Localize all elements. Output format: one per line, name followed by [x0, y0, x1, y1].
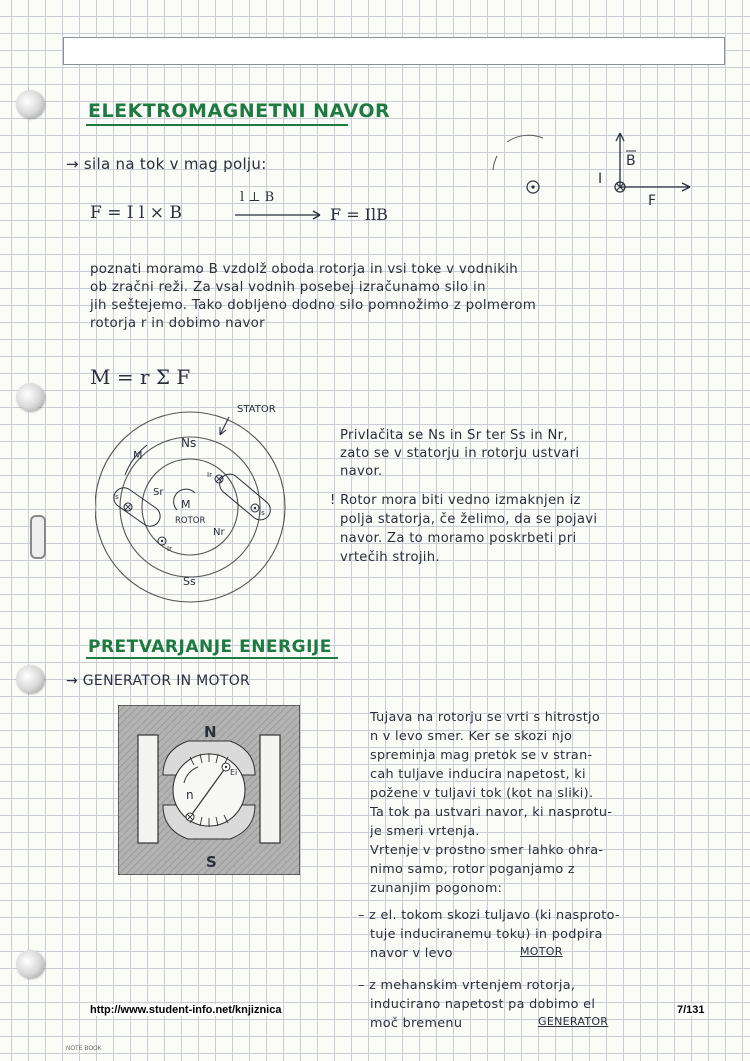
label-Ei: Ei	[230, 768, 238, 777]
note-line: navor.	[340, 464, 383, 479]
paragraph-line: je smeri vrtenja.	[370, 824, 480, 839]
paragraph-line: n v levo smer. Ker se skozi njo	[370, 729, 573, 744]
binder-hole	[16, 383, 44, 411]
page-header-box	[63, 37, 725, 65]
label-I: I	[598, 171, 603, 187]
label-B: B	[626, 153, 636, 169]
label-Ir: Ir	[207, 471, 212, 479]
label-rotor: ROTOR	[175, 516, 206, 526]
bullet-line: navor v levo	[370, 946, 453, 961]
binder-clip	[30, 515, 46, 559]
paragraph-line: požene v tuljavi tok (kot na sliki).	[370, 786, 594, 801]
label-rotor-torque: M	[181, 498, 191, 511]
binder-hole	[16, 950, 44, 978]
note-line: zato se v statorju in rotorju ustvari	[340, 446, 580, 461]
generator-motor-line: → GENERATOR IN MOTOR	[66, 673, 251, 689]
label-stator-torque: M	[133, 449, 143, 462]
paragraph-line: cah tuljave inducira napetost, ki	[370, 767, 586, 782]
label-motor: MOTOR	[520, 945, 563, 958]
label-S: S	[206, 853, 217, 871]
paragraph-line: rotorja r in dobimo navor	[90, 316, 265, 331]
arrow-icon	[235, 208, 325, 222]
formula-force-vector: F = I l × B	[90, 203, 182, 223]
label-Sr: Sr	[153, 487, 164, 498]
note-line: Privlačita se Ns in Sr ter Ss in Nr,	[340, 428, 568, 443]
rotor-sketch	[485, 130, 565, 210]
vector-diagram	[590, 125, 700, 210]
paragraph-line: Tujava na rotorju se vrti s hitrostjo	[370, 710, 601, 725]
paragraph-line: Ta tok pa ustvari navor, ki nasprotu-	[370, 805, 613, 820]
paragraph-line: ob zračni reži. Za vsal vodnih posebej izračunamo silo in	[90, 280, 486, 295]
binder-hole	[16, 665, 44, 693]
paragraph-line: nimo samo, rotor poganjamo z	[370, 862, 575, 877]
warning-line: polja statorja, če želimo, da se pojavi	[340, 512, 598, 527]
force-intro-line: → sila na tok v mag polju:	[66, 155, 267, 173]
machine-cross-section-diagram	[95, 395, 310, 610]
yoke-opening-right	[260, 735, 280, 843]
formula-force-scalar: F = IlB	[330, 205, 388, 224]
heading-energy-conversion: PRETVARJANJE ENERGIJE	[88, 637, 332, 657]
bullet-line: – z el. tokom skozi tuljavo (ki nasproto-	[358, 908, 620, 923]
generator-diagram	[118, 705, 300, 875]
label-stator: STATOR	[237, 404, 276, 415]
label-Is: Is	[259, 509, 265, 517]
formula-torque: M = r Σ F	[90, 365, 191, 389]
formula-condition: l ⊥ B	[240, 190, 275, 205]
label-Ss: Ss	[183, 575, 196, 588]
label-N: N	[204, 723, 217, 741]
bullet-line: – z mehanskim vrtenjem rotorja,	[358, 978, 576, 993]
bullet-line: tuje induciranemu toku) in podpira	[370, 927, 603, 942]
warning-line: ! Rotor mora biti vedno izmaknjen iz	[330, 493, 581, 508]
binder-hole	[16, 90, 44, 118]
label-Ir: Ir	[167, 545, 172, 553]
warning-line: navor. Za to moramo poskrbeti pri	[340, 531, 577, 546]
footer-url: http://www.student-info.net/knjiznica	[90, 1004, 282, 1016]
heading-underline	[86, 657, 338, 659]
warning-line: vrtečih strojih.	[340, 550, 440, 565]
paragraph-line: jih seštejemo. Tako dobljeno dodno silo pomnožimo z polmerom	[90, 298, 537, 313]
paragraph-line: Vrtenje v prostno smer lahko ohra-	[370, 843, 604, 858]
stator-coil-right	[216, 470, 275, 524]
label-Is: Is	[113, 493, 119, 501]
yoke-opening-left	[138, 735, 158, 843]
label-Nr: Nr	[213, 527, 225, 538]
brand-label: NOTE BOOK	[66, 1046, 102, 1052]
heading-electromagnetic-torque: ELEKTROMAGNETNI NAVOR	[88, 100, 391, 122]
paragraph-line: spreminja mag pretok se v stran-	[370, 748, 593, 763]
label-F: F	[648, 193, 657, 209]
paragraph-line: zunanjim pogonom:	[370, 881, 503, 896]
page-number: 7/131	[677, 1004, 705, 1016]
bullet-line: moč bremenu	[370, 1016, 463, 1031]
label-Ns: Ns	[181, 436, 197, 450]
paragraph-line: poznati moramo B vzdolž oboda rotorja in vsi toke v vodnikih	[90, 262, 519, 277]
label-n: n	[186, 788, 194, 802]
label-generator: GENERATOR	[538, 1015, 609, 1028]
bullet-line: inducirano napetost pa dobimo el	[370, 997, 596, 1012]
heading-underline	[86, 124, 348, 126]
